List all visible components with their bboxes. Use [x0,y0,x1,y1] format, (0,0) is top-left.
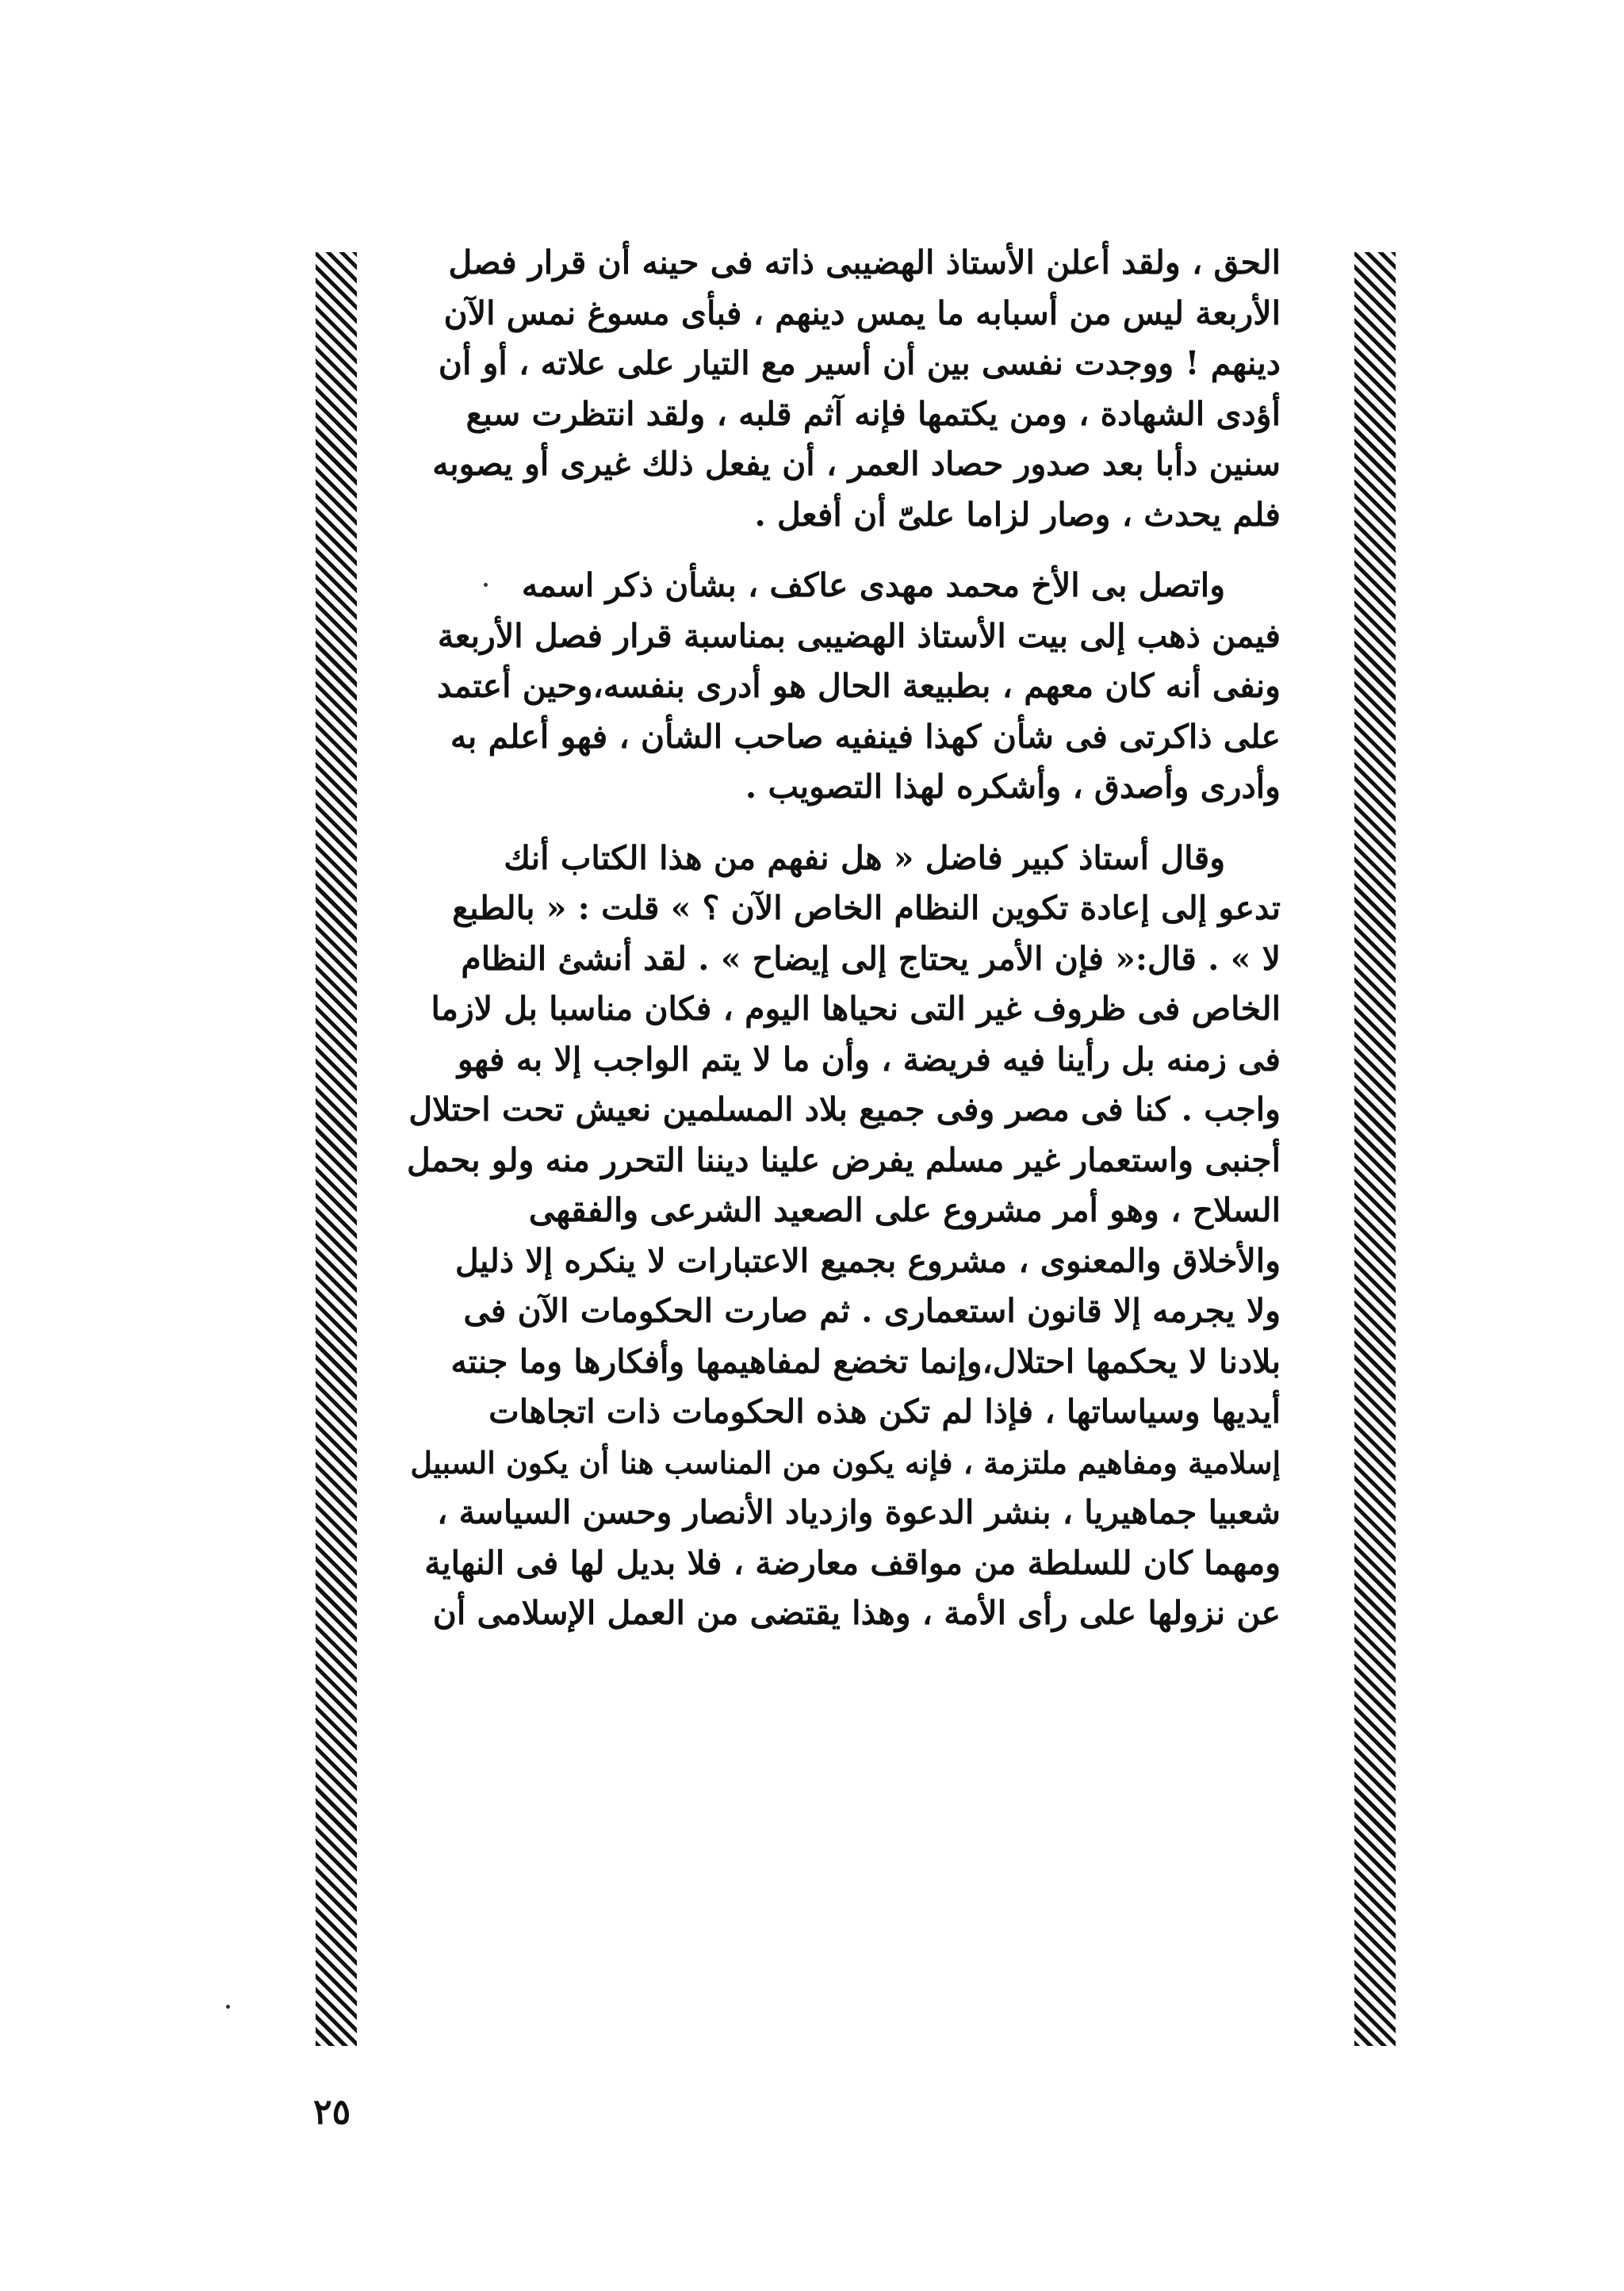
text-line: أيديها وسياساتها ، فإذا لم تكن هذه الحكومات ذات اتجاهات [488,1393,1281,1431]
text-line: ولا يجرمه إلا قانون استعمارى . ثم صارت الحكومات الآن فى [463,1292,1281,1330]
text-line: أؤدى الشهادة ، ومن يكتمها فإنه آثم قلبه ، ولقد انتظرت سبع [465,394,1281,433]
body-text [393,238,1281,1639]
paragraph-1 [393,238,1281,540]
text-line: أجنبى واستعمار غير مسلم يفرض علينا ديننا التحرر منه ولو بحمل [407,1140,1281,1179]
text-line: سنين دأبا بعد صدور حصاد العمر ، أن يفعل ذلك غيرى أو يصوبه [432,445,1281,483]
text-line: ونفى أنه كان معهم ، بطبيعة الحال هو أدرى بنفسه،وحين أعتمد [437,667,1281,705]
text-line: الحق ، ولقد أعلن الأستاذ الهضيبى ذاته فى حينه أن قرار فصل [448,243,1281,282]
text-line: تدعو إلى إعادة تكوين النظام الخاص الآن ؟ » قلت : « بالطبع [452,889,1281,927]
page-number: ٢٥ [313,2092,351,2132]
paragraph-2 [393,561,1281,813]
text-line: إسلامية ومفاهيم ملتزمة ، فإنه يكون من المناسب هنا أن يكون السبيل [410,1444,1281,1481]
text-line: واتصل بى الأخ محمد مهدى عاكف ، بشأن ذكر اسمه [521,566,1225,604]
text-line: لا » . قال:« فإن الأمر يحتاج إلى إيضاح » . لقد أنشئ النظام [461,939,1281,978]
text-line: الأربعة ليس من أسبابه ما يمس دينهم ، فبأى مسوغ نمس الآن [443,293,1281,332]
left-hatched-border [316,252,357,2046]
print-speck [484,583,488,587]
text-line: دينهم ! ووجدت نفسى بين أن أسير مع التيار على علاته ، أو أن [438,344,1281,382]
text-line: والأخلاق والمعنوى ، مشروع بجميع الاعتبارات لا ينكره إلا ذليل [454,1241,1281,1280]
text-line: شعبيا جماهيريا ، بنشر الدعوة وازدياد الأنصار وحسن السياسة ، [437,1493,1281,1531]
text-line: وقال أستاذ كبير فاضل « هل نفهم من هذا الكتاب أنك [504,838,1225,877]
text-line: واجب . كنا فى مصر وفى جميع بلاد المسلمين نعيش تحت احتلال [408,1090,1281,1128]
text-line: فى زمنه بل رأينا فيه فريضة ، وأن ما لا يتم الواجب إلا به فهو [457,1040,1281,1078]
text-line: بلادنا لا يحكمها احتلال،وإنما تخضع لمفاهيمها وأفكارها وما جنته [450,1342,1281,1381]
text-line: عن نزولها على رأى الأمة ، وهذا يقتضى من العمل الإسلامى أن [432,1594,1281,1632]
text-line: السلاح ، وهو أمر مشروع على الصعيد الشرعى والفقهى [528,1191,1281,1229]
text-line: فلم يحدث ، وصار لزاما علىّ أن أفعل . [754,495,1281,534]
print-speck [226,2005,230,2009]
text-line: فيمن ذهب إلى بيت الأستاذ الهضيبى بمناسبة قرار فصل الأربعة [437,616,1281,655]
right-hatched-border [1354,252,1396,2046]
text-line: الخاص فى ظروف غير التى نحياها اليوم ، فكان مناسبا بل لازما [431,990,1281,1028]
text-line: وأدرى وأصدق ، وأشكره لهذا التصويب . [745,768,1281,806]
paragraph-3 [393,833,1281,1639]
text-line: ومهما كان للسلطة من مواقف معارضة ، فلا بديل لها فى النهاية [424,1543,1281,1582]
text-line: على ذاكرتى فى شأن كهذا فينفيه صاحب الشأن ، فهو أعلم به [450,717,1281,756]
